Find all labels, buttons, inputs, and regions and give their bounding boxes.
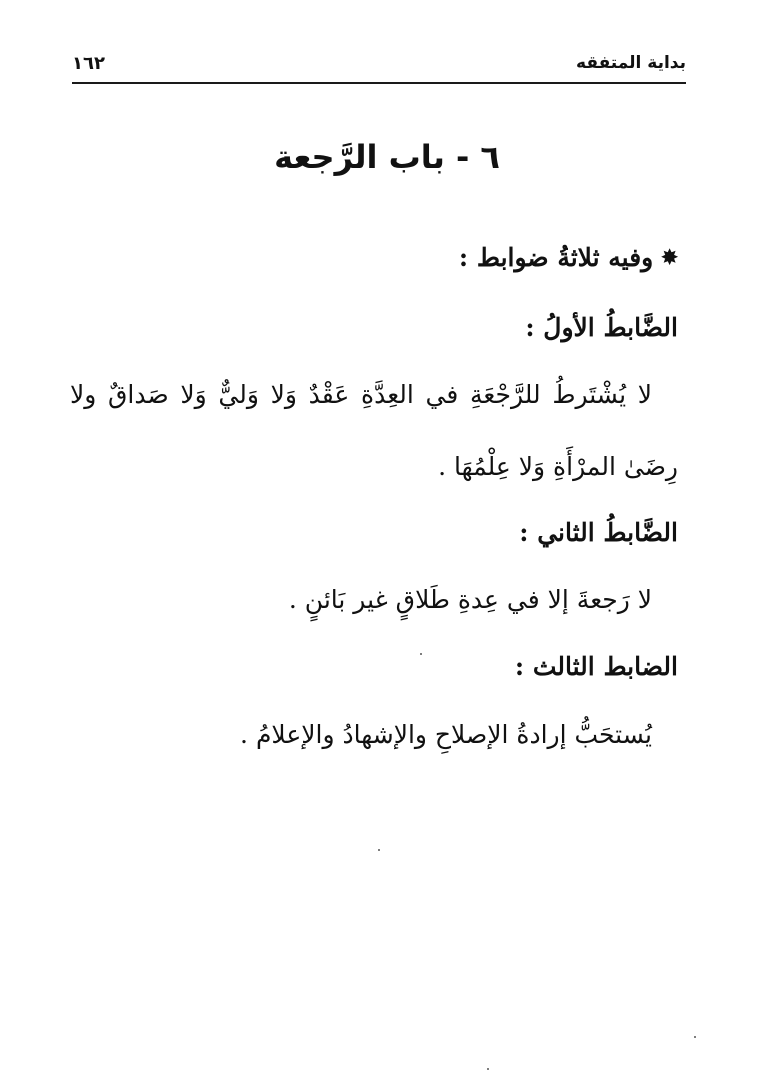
scan-speck (487, 1068, 489, 1070)
rule-3-heading: الضابط الثالث : (514, 652, 678, 681)
intro-line (70, 243, 678, 272)
header-divider (72, 82, 686, 84)
scan-speck (378, 849, 380, 851)
chapter-title: ٦ - باب الرَّجعة (274, 138, 500, 176)
scan-speck (420, 653, 422, 655)
rule-1-line-2: رِضَىٰ المرْأَةِ وَلا عِلْمُهَا . (438, 452, 678, 481)
asterisk-bullet-icon: ✸ (661, 245, 678, 269)
scan-speck (694, 1036, 696, 1038)
rule-2-heading: الضَّابطُ الثاني : (519, 518, 678, 547)
intro-text: وفيه ثلاثةُ ضوابط : (458, 243, 654, 272)
book-title: بداية المتفقه (576, 53, 686, 73)
page-number: ١٦٢ (72, 52, 105, 74)
rule-3-line-1: يُستحَبُّ إرادةُ الإصلاحِ والإشهادُ والإعلامُ . (240, 720, 652, 749)
rule-1-line-1: لا يُشْتَرطُ للرَّجْعَةِ في العِدَّةِ عَقْدٌ وَلا وَليٌّ وَلا صَداقٌ ولا (70, 380, 652, 409)
running-header (72, 48, 686, 78)
rule-1-heading: الضَّابطُ الأولُ : (525, 313, 678, 342)
rule-2-line-1: لا رَجعةَ إلا في عِدةِ طَلاقٍ غير بَائنٍ . (288, 585, 652, 614)
